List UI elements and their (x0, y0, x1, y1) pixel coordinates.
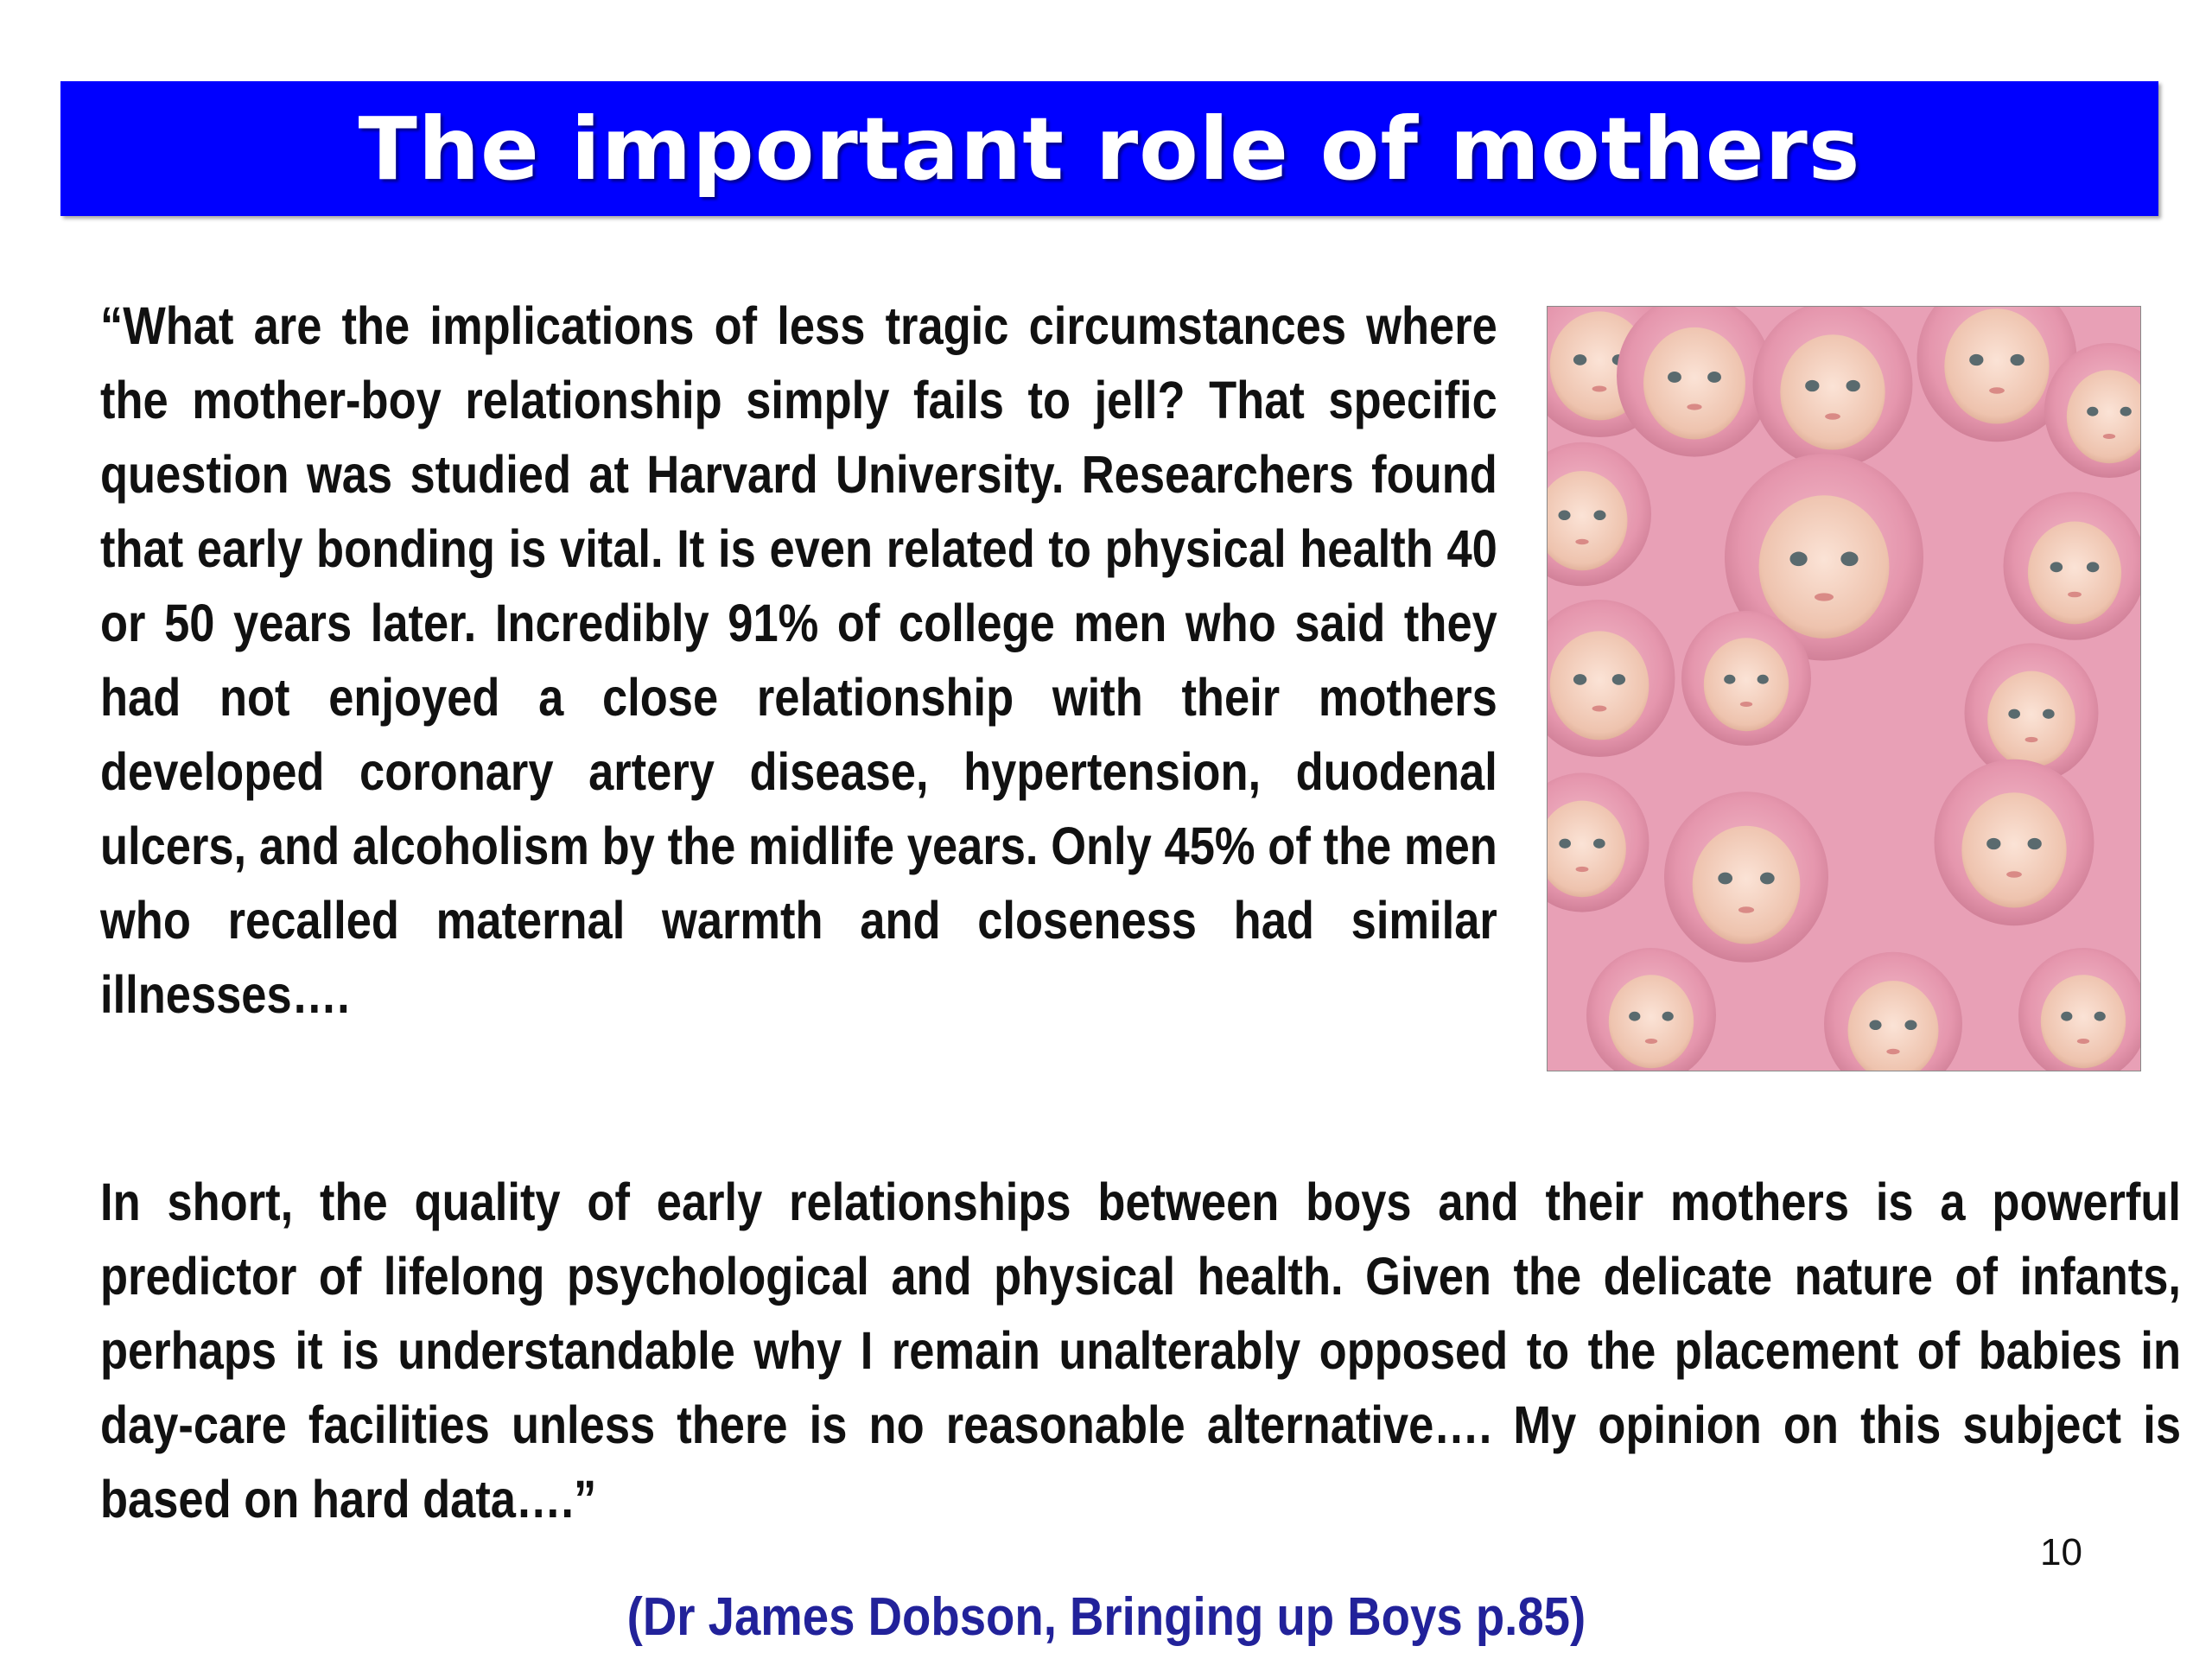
citation-text: (Dr James Dobson, Bringing up Boys p.85) (626, 1587, 1586, 1647)
baby-figure (1935, 760, 2094, 925)
baby-figure (1664, 791, 1828, 963)
quote-paragraph-1: “What are the implications of less tragic circumstances where the mother-boy relationship simply fails to jell? That specific question was studied at Harvard University. Researchers found that early bonding is vital. It is even related to physical health 40 or 50 years later. Incredibly 91% of college men who said they had not enjoyed a close relationship with their mothers developed coronary artery disease, hypertension, duodenal ulcers, and alcoholism by the midlife years. Only 45% of the men who recalled maternal warmth and closeness had similar illnesses…. (100, 296, 1497, 1024)
slide-title: The important role of mothers (358, 98, 1861, 200)
citation (0, 1586, 2212, 1648)
baby-figure (1753, 307, 1913, 467)
babies-photo (1547, 306, 2141, 1071)
baby-figure (2004, 492, 2141, 640)
page-number: 10 (2040, 1531, 2082, 1573)
baby-figure (1681, 611, 1811, 746)
quote-paragraph-2: In short, the quality of early relationships between boys and their mothers is a powerful predictor of lifelong psychological and physical health. Given the delicate nature of infants, perhaps it is understandable why I remain unalterably opposed to the placement of babies in day-care facilities unless there is no reasonable alternative…. My opinion on this subject is based on hard data….” (100, 1173, 2181, 1529)
title-bar (60, 81, 2158, 216)
